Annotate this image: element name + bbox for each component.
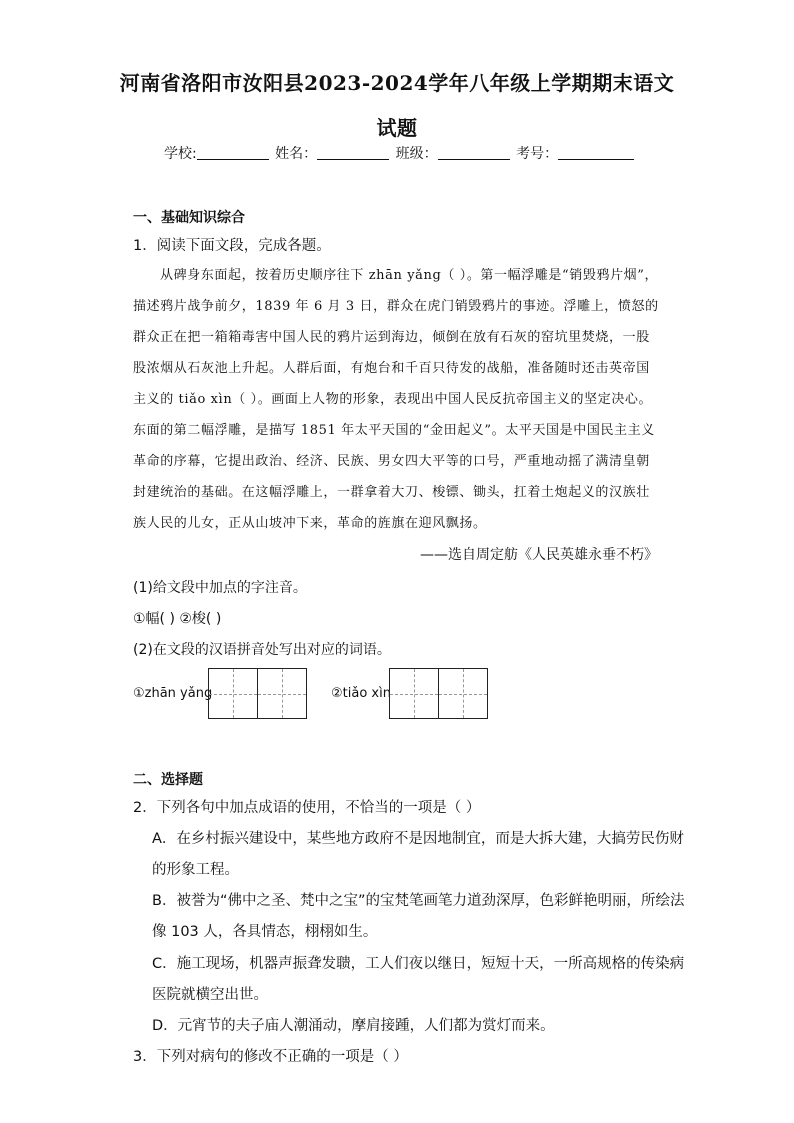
section2-heading: 二、选择题 xyxy=(133,772,203,788)
q2-option-a-cont: 的形象工程。 xyxy=(152,862,239,878)
answer-grid-1[interactable] xyxy=(208,668,307,719)
class-blank[interactable] xyxy=(438,145,510,160)
q2-option-b-cont: 像 103 人，各具情态，栩栩如生。 xyxy=(152,924,378,940)
passage-source: ——选自周定舫《人民英雄永垂不朽》 xyxy=(420,547,658,563)
passage-line: 族人民的儿女，正从山坡冲下来，革命的旌旗在迎风飘扬。 xyxy=(133,516,487,531)
answer-grid-2[interactable] xyxy=(389,668,488,719)
pinyin-label-2: ②tiǎo xìn xyxy=(331,686,391,701)
q1-stem: 1．阅读下面文段，完成各题。 xyxy=(133,238,331,254)
student-info-row xyxy=(164,143,636,163)
page-title-line1: 河南省洛阳市汝阳县2023-2024学年八年级上学期期末语文 xyxy=(119,71,675,95)
name-blank[interactable] xyxy=(317,145,389,160)
q1-sub1: (1)给文段中加点的字注音。 xyxy=(133,580,307,596)
class-label: 班级： xyxy=(395,146,438,162)
q1-sub1-items: ①幅( ) ②梭( ) xyxy=(133,611,222,627)
passage-line: 股浓烟从石灰池上升起。人群后面，有炮台和千百只待发的战船，准备随时还击英帝国 xyxy=(133,361,650,376)
pinyin-label-1: ①zhān yǎng xyxy=(133,686,213,701)
q2-option-a: A．在乡村振兴建设中，某些地方政府不是因地制宜，而是大拆大建，大搞劳民伤财 xyxy=(152,831,684,847)
passage-line: 描述鸦片战争前夕，1839 年 6 月 3 日，群众在虎门销毁鸦片的事迹。浮雕上，愤怒的 xyxy=(133,299,659,314)
passage-line: 东面的第二幅浮雕，是描写 1851 年太平天国的“金田起义”。太平天国是中国民主主义 xyxy=(133,423,655,438)
school-label: 学校: xyxy=(164,146,197,162)
passage-line: 封建统治的基础。在这幅浮雕上，一群拿着大刀、梭镖、锄头，扛着土炮起义的汉族壮 xyxy=(133,485,650,500)
school-blank[interactable] xyxy=(197,145,269,160)
passage-line: 从碑身东面起，按着历史顺序往下 zhān yǎng（ ）。第一幅浮雕是“销毁鸦片烟”， xyxy=(160,268,659,283)
q1-sub2: (2)在文段的汉语拼音处写出对应的词语。 xyxy=(133,642,391,658)
q2-option-c: C．施工现场，机器声振聋发聩，工人们夜以继日，短短十天，一所高规格的传染病 xyxy=(152,956,685,972)
grid-cell[interactable] xyxy=(390,669,439,718)
exam-number-blank[interactable] xyxy=(558,145,634,160)
q2-stem: 2．下列各句中加点成语的使用，不恰当的一项是（ ） xyxy=(133,800,481,816)
passage-line: 革命的序幕，它提出政治、经济、民族、男女四大平等的口号，严重地动摇了满清皇朝 xyxy=(133,454,650,469)
grid-cell[interactable] xyxy=(439,669,487,718)
grid-cell[interactable] xyxy=(258,669,306,718)
passage-line: 群众正在把一箱箱毒害中国人民的鸦片运到海边，倾倒在放有石灰的窑坑里焚烧，一股 xyxy=(133,330,650,345)
q2-option-b: B．被誉为“佛中之圣、梵中之宝”的宝梵笔画笔力道劲深厚，色彩鲜艳明丽，所绘法 xyxy=(152,893,685,909)
page-title-line2: 试题 xyxy=(376,116,418,140)
q3-stem: 3．下列对病句的修改不正确的一项是（ ） xyxy=(133,1049,408,1065)
grid-cell[interactable] xyxy=(209,669,258,718)
q2-option-c-cont: 医院就横空出世。 xyxy=(152,987,268,1003)
section1-heading: 一、基础知识综合 xyxy=(133,210,245,226)
exam-number-label: 考号： xyxy=(516,146,559,162)
name-label: 姓名： xyxy=(275,146,318,162)
passage-line: 主义的 tiǎo xìn（ ）。画面上人物的形象，表现出中国人民反抗帝国主义的坚定决心。 xyxy=(133,392,653,407)
q2-option-d: D．元宵节的夫子庙人潮涌动，摩肩接踵，人们都为赏灯而来。 xyxy=(152,1018,555,1034)
